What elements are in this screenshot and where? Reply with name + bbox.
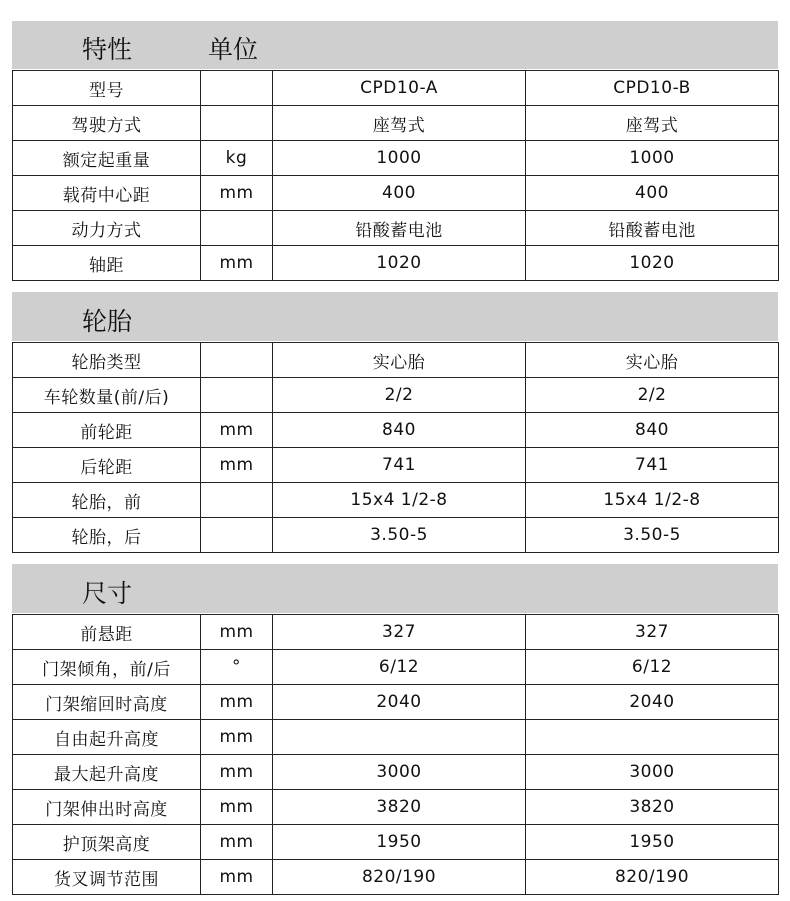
unit-cell [201,483,273,518]
row-label-cell: 驾驶方式 [13,106,201,141]
table-row [13,211,779,246]
table-row [13,106,779,141]
model-a-value-cell: 3000 [273,755,526,790]
unit-cell: mm [201,755,273,790]
table-row [13,615,779,650]
unit-cell [201,343,273,378]
row-label-cell: 护顶架高度 [13,825,201,860]
table-row [13,413,779,448]
model-a-value-cell: 840 [273,413,526,448]
model-b-value-cell: 2040 [526,685,779,720]
model-b-value-cell: 6/12 [526,650,779,685]
model-a-value-cell: 1020 [273,246,526,281]
row-label-cell: 额定起重量 [13,141,201,176]
model-b-value-cell: 3820 [526,790,779,825]
row-label-cell: 货叉调节范围 [13,860,201,895]
unit-column-header: 单位 [208,35,259,64]
model-b-value-cell: 3.50-5 [526,518,779,553]
unit-cell: mm [201,720,273,755]
model-a-value-cell: 3.50-5 [273,518,526,553]
model-a-value-cell: CPD10-A [273,71,526,106]
table-row [13,71,779,106]
unit-cell: mm [201,825,273,860]
model-a-value-cell: 座驾式 [273,106,526,141]
section-title: 轮胎 [82,307,133,336]
section-header-dimensions [12,564,778,613]
model-a-value-cell: 6/12 [273,650,526,685]
unit-cell: kg [201,141,273,176]
model-a-value-cell [273,720,526,755]
section-header-characteristics [12,21,778,69]
table-row [13,650,779,685]
spec-table-tires [12,342,779,553]
model-b-value-cell: 741 [526,448,779,483]
model-a-value-cell: 820/190 [273,860,526,895]
model-a-value-cell: 741 [273,448,526,483]
model-b-value-cell: 座驾式 [526,106,779,141]
table-row [13,518,779,553]
model-a-value-cell: 2040 [273,685,526,720]
unit-cell: ° [201,650,273,685]
model-a-value-cell: 铅酸蓄电池 [273,211,526,246]
model-b-value-cell: 1000 [526,141,779,176]
row-label-cell: 轮胎，后 [13,518,201,553]
table-row [13,176,779,211]
unit-cell [201,518,273,553]
row-label-cell: 门架伸出时高度 [13,790,201,825]
model-b-value-cell: 15x4 1/2-8 [526,483,779,518]
row-label-cell: 门架缩回时高度 [13,685,201,720]
table-row [13,790,779,825]
model-a-value-cell: 327 [273,615,526,650]
model-b-value-cell: CPD10-B [526,71,779,106]
table-row [13,720,779,755]
unit-cell: mm [201,615,273,650]
table-row [13,755,779,790]
model-b-value-cell: 实心胎 [526,343,779,378]
model-b-value-cell: 2/2 [526,378,779,413]
model-a-value-cell: 实心胎 [273,343,526,378]
model-b-value-cell: 1950 [526,825,779,860]
row-label-cell: 自由起升高度 [13,720,201,755]
unit-cell: mm [201,685,273,720]
row-label-cell: 轮胎，前 [13,483,201,518]
table-row [13,483,779,518]
spec-table-dimensions [12,614,779,895]
row-label-cell: 前悬距 [13,615,201,650]
model-b-value-cell: 1020 [526,246,779,281]
unit-cell [201,211,273,246]
model-b-value-cell: 400 [526,176,779,211]
unit-cell: mm [201,448,273,483]
row-label-cell: 前轮距 [13,413,201,448]
model-a-value-cell: 2/2 [273,378,526,413]
model-b-value-cell: 820/190 [526,860,779,895]
unit-cell: mm [201,413,273,448]
table-row [13,141,779,176]
unit-cell: mm [201,246,273,281]
model-b-value-cell [526,720,779,755]
unit-cell [201,106,273,141]
section-header-tires [12,292,778,341]
unit-cell: mm [201,790,273,825]
table-row [13,448,779,483]
unit-cell [201,71,273,106]
row-label-cell: 型号 [13,71,201,106]
row-label-cell: 轮胎类型 [13,343,201,378]
table-row [13,685,779,720]
model-b-value-cell: 327 [526,615,779,650]
row-label-cell: 门架倾角，前/后 [13,650,201,685]
row-label-cell: 车轮数量(前/后) [13,378,201,413]
unit-cell: mm [201,176,273,211]
model-b-value-cell: 840 [526,413,779,448]
table-row [13,378,779,413]
section-title: 特性 [82,35,133,64]
section-title: 尺寸 [82,579,133,608]
table-row [13,343,779,378]
spec-table-characteristics [12,70,779,281]
unit-cell [201,378,273,413]
model-a-value-cell: 400 [273,176,526,211]
model-b-value-cell: 铅酸蓄电池 [526,211,779,246]
table-row [13,860,779,895]
model-a-value-cell: 1000 [273,141,526,176]
table-row [13,825,779,860]
row-label-cell: 轴距 [13,246,201,281]
model-a-value-cell: 3820 [273,790,526,825]
row-label-cell: 后轮距 [13,448,201,483]
table-row [13,246,779,281]
row-label-cell: 最大起升高度 [13,755,201,790]
unit-cell: mm [201,860,273,895]
model-b-value-cell: 3000 [526,755,779,790]
row-label-cell: 载荷中心距 [13,176,201,211]
row-label-cell: 动力方式 [13,211,201,246]
model-a-value-cell: 15x4 1/2-8 [273,483,526,518]
model-a-value-cell: 1950 [273,825,526,860]
